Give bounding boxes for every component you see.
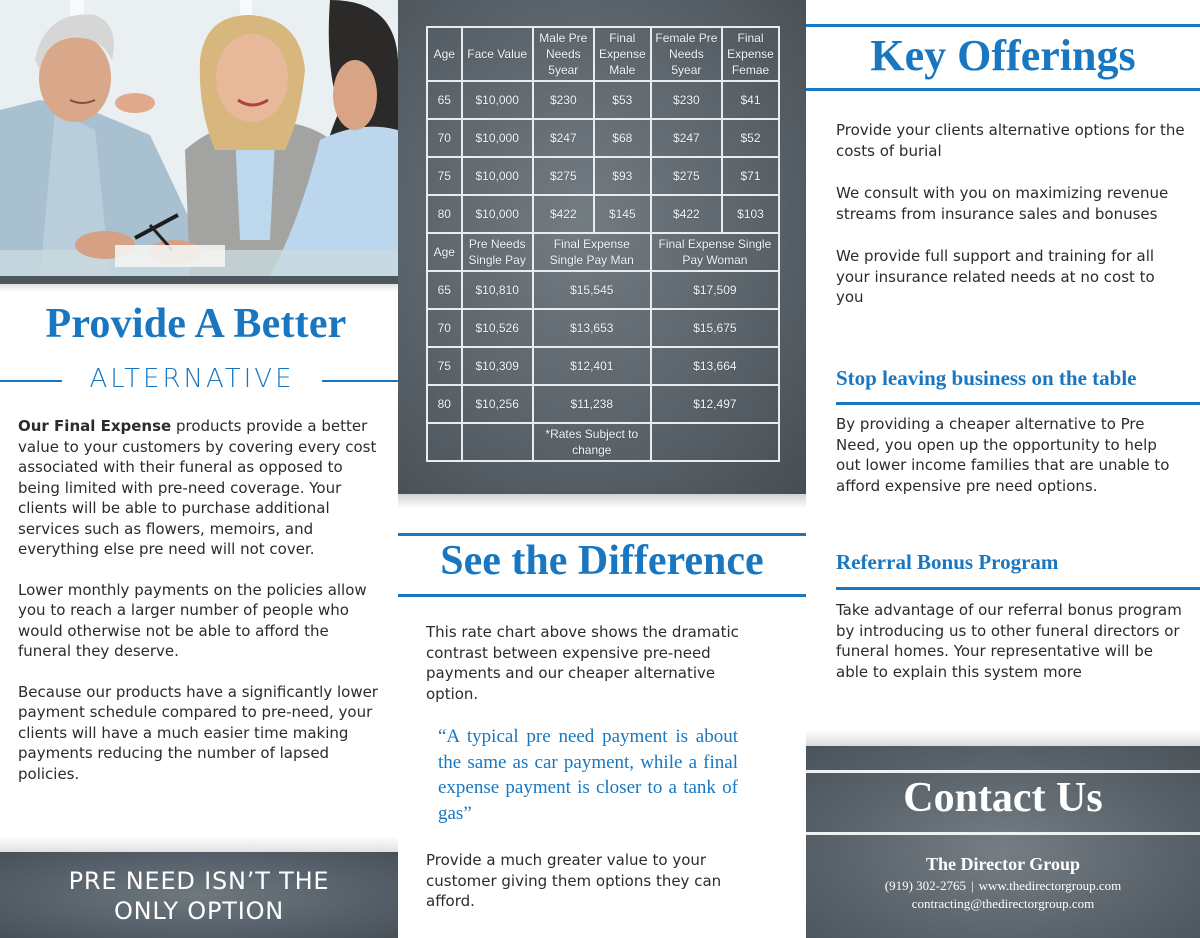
header-cell: Pre Needs Single Pay [462, 233, 533, 271]
stop-leaving-heading: Stop leaving business on the table [836, 366, 1137, 390]
cell: $247 [651, 119, 722, 157]
rate-chart-description: This rate chart above shows the dramatic contrast between expensive pre-need payments and our cheaper alternative option. [426, 623, 739, 703]
cell: $103 [722, 195, 779, 233]
photo-shadow [0, 284, 398, 292]
cell: $13,664 [651, 347, 779, 385]
cell: $11,238 [533, 385, 651, 423]
monthly-header-row [427, 27, 779, 81]
cell: 70 [427, 309, 462, 347]
cell: $10,000 [462, 119, 533, 157]
bold-lead: Our Final Expense [18, 417, 172, 435]
cell: $10,256 [462, 385, 533, 423]
rule-top [398, 533, 806, 536]
right-panel [806, 0, 1200, 938]
contact-phone-web [806, 878, 1200, 894]
paragraph-text: products provide a better value to your customers by covering every cost associated with their funeral as opposed to being limited with pre-need coverage. Your clients will be able to purchase additional services such as flowers, memoirs, and everything else pre need will not cover. [18, 417, 377, 558]
cell: $41 [722, 81, 779, 119]
rule-bottom [806, 832, 1200, 835]
cell: $15,675 [651, 309, 779, 347]
rule [836, 402, 1200, 405]
header-cell: Age [427, 233, 462, 271]
cell: 75 [427, 347, 462, 385]
table-note-row [427, 423, 779, 461]
header-cell: Final Expense Single Pay Man [533, 233, 651, 271]
paragraph-final-expense [18, 416, 378, 560]
footer-fade [0, 836, 398, 852]
contact-fade [806, 730, 1200, 746]
cell: $15,545 [533, 271, 651, 309]
email-link[interactable]: contracting@thedirectorgroup.com [911, 896, 1095, 911]
key-offerings-heading: Key Offerings [870, 31, 1136, 80]
cell [651, 423, 779, 461]
cell: $52 [722, 119, 779, 157]
hero-photo [0, 0, 398, 276]
cell: $10,000 [462, 81, 533, 119]
paragraph-lower-payments: Lower monthly payments on the policies allow you to reach a larger number of people who would otherwise not be able to afford the funeral they deserve. [18, 580, 367, 660]
value-statement: Provide a much greater value to your customer giving them options they can afford. [426, 851, 722, 910]
tagline-line-1: PRE NEED ISN’T THE [68, 867, 330, 895]
cell: 65 [427, 81, 462, 119]
left-subheading-row [0, 364, 398, 398]
table-row [427, 347, 779, 385]
cell: $17,509 [651, 271, 779, 309]
header-cell: Age [427, 27, 462, 81]
referral-body: Take advantage of our referral bonus program by introducing us to other funeral directors or funeral homes. Your representative will be able to explain this system more [836, 601, 1182, 681]
rates-disclaimer: *Rates Subject to change [533, 423, 651, 461]
offering-item: Provide your clients alternative options for the costs of burial [836, 121, 1185, 160]
offerings-list [836, 120, 1186, 330]
table-row [427, 385, 779, 423]
photo-divider [0, 276, 398, 284]
cell: 80 [427, 385, 462, 423]
cell: $53 [594, 81, 651, 119]
website-link[interactable]: www.thedirectorgroup.com [978, 878, 1122, 893]
header-cell: Final Expense Male [594, 27, 651, 81]
offering-item: We consult with you on maximizing revenue streams from insurance sales and bonuses [836, 184, 1169, 223]
cell: $68 [594, 119, 651, 157]
cell: $247 [533, 119, 594, 157]
rule-left [0, 380, 62, 382]
rule [836, 587, 1200, 590]
left-body [18, 416, 378, 804]
header-cell: Female Pre Needs 5year [651, 27, 722, 81]
cell: $10,000 [462, 157, 533, 195]
offering-item: We provide full support and training for all your insurance related needs at no cost to you [836, 247, 1155, 306]
cell: $93 [594, 157, 651, 195]
referral-heading: Referral Bonus Program [836, 550, 1059, 574]
table-row [427, 81, 779, 119]
cell: $230 [651, 81, 722, 119]
header-cell: Male Pre Needs 5year [533, 27, 594, 81]
people-meeting-illustration [0, 0, 398, 276]
rule-bottom [806, 88, 1200, 91]
left-heading: Provide A Better [45, 301, 347, 347]
stop-leaving-body: By providing a cheaper alternative to Pre Need, you open up the opportunity to help out lower income families that are unable to afford expensive pre need options. [836, 415, 1170, 495]
cell [462, 423, 533, 461]
table-row [427, 309, 779, 347]
cell: $10,309 [462, 347, 533, 385]
cell: $12,401 [533, 347, 651, 385]
footer-tagline [0, 866, 398, 926]
left-panel [0, 0, 398, 938]
tagline-line-2: ONLY OPTION [113, 897, 285, 925]
table-row [427, 157, 779, 195]
rule-top [806, 770, 1200, 773]
left-subheading: ALTERNATIVE [89, 364, 295, 394]
cell: $12,497 [651, 385, 779, 423]
contact-block [806, 746, 1200, 938]
rate-table [426, 26, 780, 462]
table-shadow [398, 494, 806, 508]
cell: $10,000 [462, 195, 533, 233]
organization-name: The Director Group [926, 854, 1080, 874]
table-row [427, 271, 779, 309]
cell: $422 [533, 195, 594, 233]
rule-bottom [398, 594, 806, 597]
cell: $13,653 [533, 309, 651, 347]
cell: 80 [427, 195, 462, 233]
pull-quote: “A typical pre need payment is about the same as car payment, while a final expense payment is closer to a tank of gas” [438, 726, 738, 824]
rule-top [806, 24, 1200, 27]
cell: $71 [722, 157, 779, 195]
cell: 65 [427, 271, 462, 309]
rule-right [322, 380, 398, 382]
single-pay-header-row [427, 233, 779, 271]
phone-number[interactable]: (919) 302-2765 [884, 878, 967, 893]
cell: $145 [594, 195, 651, 233]
header-cell: Final Expense Femae [722, 27, 779, 81]
rate-table-background [398, 0, 806, 494]
cell: 70 [427, 119, 462, 157]
cell: $10,810 [462, 271, 533, 309]
table-row [427, 195, 779, 233]
header-cell: Face Value [462, 27, 533, 81]
cell: $230 [533, 81, 594, 119]
cell: $10,526 [462, 309, 533, 347]
cell [427, 423, 462, 461]
header-cell: Final Expense Single Pay Woman [651, 233, 779, 271]
cell: 75 [427, 157, 462, 195]
table-row [427, 119, 779, 157]
contact-heading: Contact Us [903, 775, 1103, 821]
cell: $275 [651, 157, 722, 195]
middle-panel [398, 0, 806, 938]
middle-heading: See the Difference [440, 538, 764, 584]
separator: | [971, 878, 974, 893]
cell: $275 [533, 157, 594, 195]
cell: $422 [651, 195, 722, 233]
paragraph-lapsed-policies: Because our products have a significantly lower payment schedule compared to pre-need, your clients will have a much easier time making payments reducing the number of lapsed policies. [18, 682, 378, 783]
left-footer-banner [0, 852, 398, 938]
